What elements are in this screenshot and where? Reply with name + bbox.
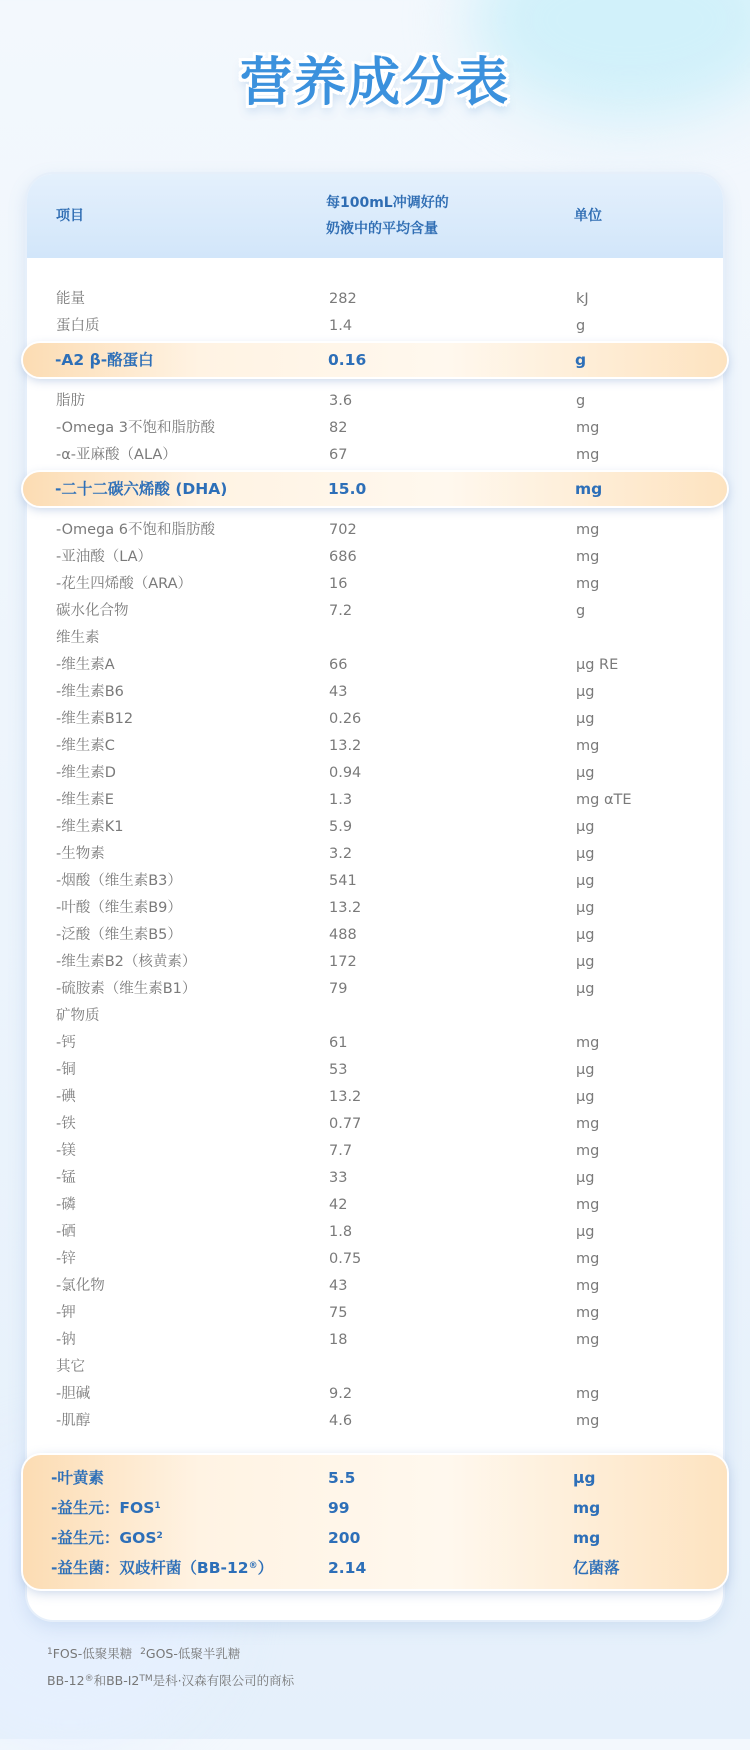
row-value: 0.26 (329, 711, 362, 727)
row-name: -维生素D (56, 765, 116, 781)
row-value: 1.8 (329, 1224, 353, 1240)
table-header (27, 174, 723, 258)
row-name: 蛋白质 (56, 318, 100, 334)
row-value: 1.4 (329, 318, 353, 334)
row-name: 能量 (56, 291, 85, 307)
row-name: -铁 (56, 1116, 76, 1132)
row-unit: μg (576, 1224, 595, 1240)
row-value: 43 (329, 684, 348, 700)
row-name: -维生素B6 (56, 684, 124, 700)
row-value: 541 (329, 873, 357, 889)
row-unit: μg (576, 819, 595, 835)
footnote-text: 和BB-I2 (93, 1673, 140, 1688)
row-value: 0.77 (329, 1116, 362, 1132)
table-row (27, 733, 723, 760)
row-value: 488 (329, 927, 357, 943)
table-row (27, 1003, 723, 1030)
row-unit: μg (576, 873, 595, 889)
footnote-mark: 2 (156, 1531, 163, 1541)
row-name: -氯化物 (56, 1278, 105, 1294)
row-unit: g (576, 318, 586, 334)
row-name: 其它 (56, 1359, 85, 1375)
row-name: -A2 β-酪蛋白 (55, 351, 154, 369)
row-name: -肌醇 (56, 1413, 91, 1429)
row-unit: mg (576, 447, 600, 463)
footnote-text: GOS-低聚半乳糖 (145, 1646, 241, 1661)
row-unit: kJ (576, 291, 589, 307)
row-unit: 亿菌落 (573, 1559, 620, 1577)
row-value: 3.6 (329, 393, 353, 409)
row-name: -叶酸（维生素B9） (56, 900, 182, 916)
row-value: 7.7 (329, 1143, 353, 1159)
row-unit: μg (576, 684, 595, 700)
row-value: 79 (329, 981, 348, 997)
table-row-highlight (23, 1463, 727, 1493)
table-row (27, 598, 723, 625)
row-name: -生物素 (56, 846, 105, 862)
row-name: -铜 (56, 1062, 76, 1078)
table-row (27, 1111, 723, 1138)
row-unit: mg (573, 1499, 601, 1517)
table-row (27, 544, 723, 571)
table-row (27, 1408, 723, 1435)
row-unit: g (576, 603, 586, 619)
table-row (27, 706, 723, 733)
table-row (27, 1327, 723, 1354)
table-row-highlight (23, 343, 727, 377)
row-value: 33 (329, 1170, 348, 1186)
row-unit: mg (576, 1332, 600, 1348)
row-name: -钠 (56, 1332, 76, 1348)
footnote-mark: 1 (154, 1501, 161, 1511)
row-value: 7.2 (329, 603, 353, 619)
row-unit: mg (576, 420, 600, 436)
row-unit: μg (576, 927, 595, 943)
row-name: -硫胺素（维生素B1） (56, 981, 197, 997)
row-name: -镁 (56, 1143, 76, 1159)
row-value: 75 (329, 1305, 348, 1321)
row-unit: μg RE (576, 657, 619, 673)
table-row (27, 652, 723, 679)
row-value: 0.16 (328, 351, 367, 369)
row-value: 4.6 (329, 1413, 353, 1429)
row-unit: mg (576, 1143, 600, 1159)
row-value: 66 (329, 657, 348, 673)
row-unit: mg (576, 549, 600, 565)
row-unit: mg (576, 1035, 600, 1051)
row-name: -维生素K1 (56, 819, 124, 835)
row-unit: g (576, 393, 586, 409)
row-unit: mg (576, 1251, 600, 1267)
row-value: 0.94 (329, 765, 362, 781)
registered-mark: ® (248, 1561, 258, 1571)
row-unit: μg (576, 765, 595, 781)
trademark-mark: TM (139, 1674, 153, 1684)
row-value: 686 (329, 549, 357, 565)
table-row (27, 415, 723, 442)
footnote-text: FOS-低聚果糖 (52, 1646, 133, 1661)
row-name: -α-亚麻酸（ALA） (56, 447, 177, 463)
table-row (27, 1300, 723, 1327)
row-value: 13.2 (329, 1089, 362, 1105)
row-name: -维生素E (56, 792, 114, 808)
row-unit: μg (573, 1469, 596, 1487)
page-title: 营养成分表 (239, 53, 510, 113)
row-value: 18 (329, 1332, 348, 1348)
row-value: 82 (329, 420, 348, 436)
table-row (27, 1165, 723, 1192)
registered-mark: ® (84, 1674, 94, 1684)
row-name: -维生素C (56, 738, 115, 754)
row-name: -亚油酸（LA） (56, 549, 153, 565)
row-value: 1.3 (329, 792, 353, 808)
header-amount-line1: 每100mL冲调好的 (326, 195, 449, 211)
table-row (27, 286, 723, 313)
row-value: 99 (328, 1499, 350, 1517)
row-unit: mg αTE (576, 792, 632, 808)
row-name: -维生素B2（核黄素） (56, 954, 197, 970)
row-value: 5.9 (329, 819, 353, 835)
row-unit: μg (576, 711, 595, 727)
row-name: -Omega 6不饱和脂肪酸 (56, 522, 216, 538)
row-name: 维生素 (56, 630, 100, 646)
row-value: 61 (329, 1035, 348, 1051)
header-unit: 单位 (574, 208, 602, 224)
row-value: 3.2 (329, 846, 353, 862)
table-row (27, 1273, 723, 1300)
header-amount-line2: 奶液中的平均含量 (326, 221, 438, 237)
table-row (27, 976, 723, 1003)
table-row (27, 442, 723, 469)
row-value: 15.0 (328, 480, 367, 498)
table-row-highlight (23, 1493, 727, 1523)
row-unit: mg (576, 1197, 600, 1213)
table-row (27, 949, 723, 976)
table-row (27, 760, 723, 787)
row-unit: mg (575, 480, 603, 498)
table-row (27, 571, 723, 598)
table-row (27, 895, 723, 922)
row-unit: μg (576, 900, 595, 916)
row-value: 282 (329, 291, 357, 307)
row-unit: mg (576, 738, 600, 754)
footnote-mark: 2 (140, 1647, 146, 1657)
row-name: 脂肪 (56, 393, 85, 409)
table-row (27, 388, 723, 415)
row-unit: mg (576, 1278, 600, 1294)
row-name: -泛酸（维生素B5） (56, 927, 182, 943)
row-unit: mg (576, 1386, 600, 1402)
row-value: 13.2 (329, 738, 362, 754)
row-unit: mg (573, 1529, 601, 1547)
row-unit: mg (576, 1413, 600, 1429)
table-row (27, 1381, 723, 1408)
row-value: 0.75 (329, 1251, 362, 1267)
table-row (27, 1246, 723, 1273)
row-name: -锰 (56, 1170, 76, 1186)
row-value: 67 (329, 447, 348, 463)
table-row (27, 1084, 723, 1111)
row-value: 13.2 (329, 900, 362, 916)
row-name: -硒 (56, 1224, 76, 1240)
row-unit: mg (576, 1116, 600, 1132)
table-row (27, 1030, 723, 1057)
row-value: 53 (329, 1062, 348, 1078)
row-unit: mg (576, 1305, 600, 1321)
row-name: -胆碱 (56, 1386, 91, 1402)
row-value: 42 (329, 1197, 348, 1213)
table-row-highlight (23, 1553, 727, 1583)
table-row-highlight (23, 472, 727, 506)
row-value: 2.14 (328, 1559, 367, 1577)
table-row (27, 787, 723, 814)
footnote-prebiotics (47, 1645, 240, 1663)
row-name: -维生素A (56, 657, 115, 673)
row-unit: mg (576, 522, 600, 538)
row-name: -磷 (56, 1197, 76, 1213)
table-row (27, 679, 723, 706)
highlight-box-bottom (23, 1455, 727, 1589)
row-unit: μg (576, 1062, 595, 1078)
row-name: -益生菌：双歧杆菌（BB-12®） (51, 1559, 274, 1577)
row-name: -钙 (56, 1035, 76, 1051)
row-name: -维生素B12 (56, 711, 134, 727)
row-unit: μg (576, 1170, 595, 1186)
row-value: 200 (328, 1529, 361, 1547)
footnote-mark: 1 (47, 1647, 53, 1657)
table-row (27, 625, 723, 652)
row-unit: g (575, 351, 587, 369)
table-row (27, 814, 723, 841)
table-row (27, 1354, 723, 1381)
row-value: 9.2 (329, 1386, 353, 1402)
table-row (27, 1192, 723, 1219)
row-value: 16 (329, 576, 348, 592)
table-row (27, 841, 723, 868)
table-row-highlight (23, 1523, 727, 1553)
table-row (27, 313, 723, 340)
table-row (27, 1138, 723, 1165)
row-name: -钾 (56, 1305, 76, 1321)
row-name: -二十二碳六烯酸 (DHA) (55, 480, 228, 498)
row-unit: μg (576, 981, 595, 997)
row-value: 43 (329, 1278, 348, 1294)
row-name: -碘 (56, 1089, 76, 1105)
row-name: -叶黄素 (51, 1469, 104, 1487)
row-name: -锌 (56, 1251, 76, 1267)
table-row (27, 517, 723, 544)
row-unit: μg (576, 954, 595, 970)
row-name: -益生元：FOS$^1$ (51, 1499, 161, 1517)
table-row (27, 1057, 723, 1084)
row-name: -Omega 3不饱和脂肪酸 (56, 420, 216, 436)
row-name: -益生元：GOS$^2$ (51, 1529, 163, 1547)
row-name: 矿物质 (56, 1008, 100, 1024)
row-value: 172 (329, 954, 357, 970)
table-row (27, 1219, 723, 1246)
footnote-trademark (47, 1672, 294, 1690)
table-row (27, 922, 723, 949)
row-name: -烟酸（维生素B3） (56, 873, 182, 889)
row-value: 702 (329, 522, 357, 538)
row-unit: mg (576, 576, 600, 592)
footnote-text: 是科·汉森有限公司的商标 (152, 1673, 295, 1688)
table-row (27, 868, 723, 895)
footnote-text: BB-12 (47, 1673, 85, 1688)
row-name: 碳水化合物 (56, 603, 129, 619)
row-name: -花生四烯酸（ARA） (56, 576, 193, 592)
header-item: 项目 (56, 208, 84, 224)
row-value: 5.5 (328, 1469, 356, 1487)
row-unit: μg (576, 846, 595, 862)
row-unit: μg (576, 1089, 595, 1105)
